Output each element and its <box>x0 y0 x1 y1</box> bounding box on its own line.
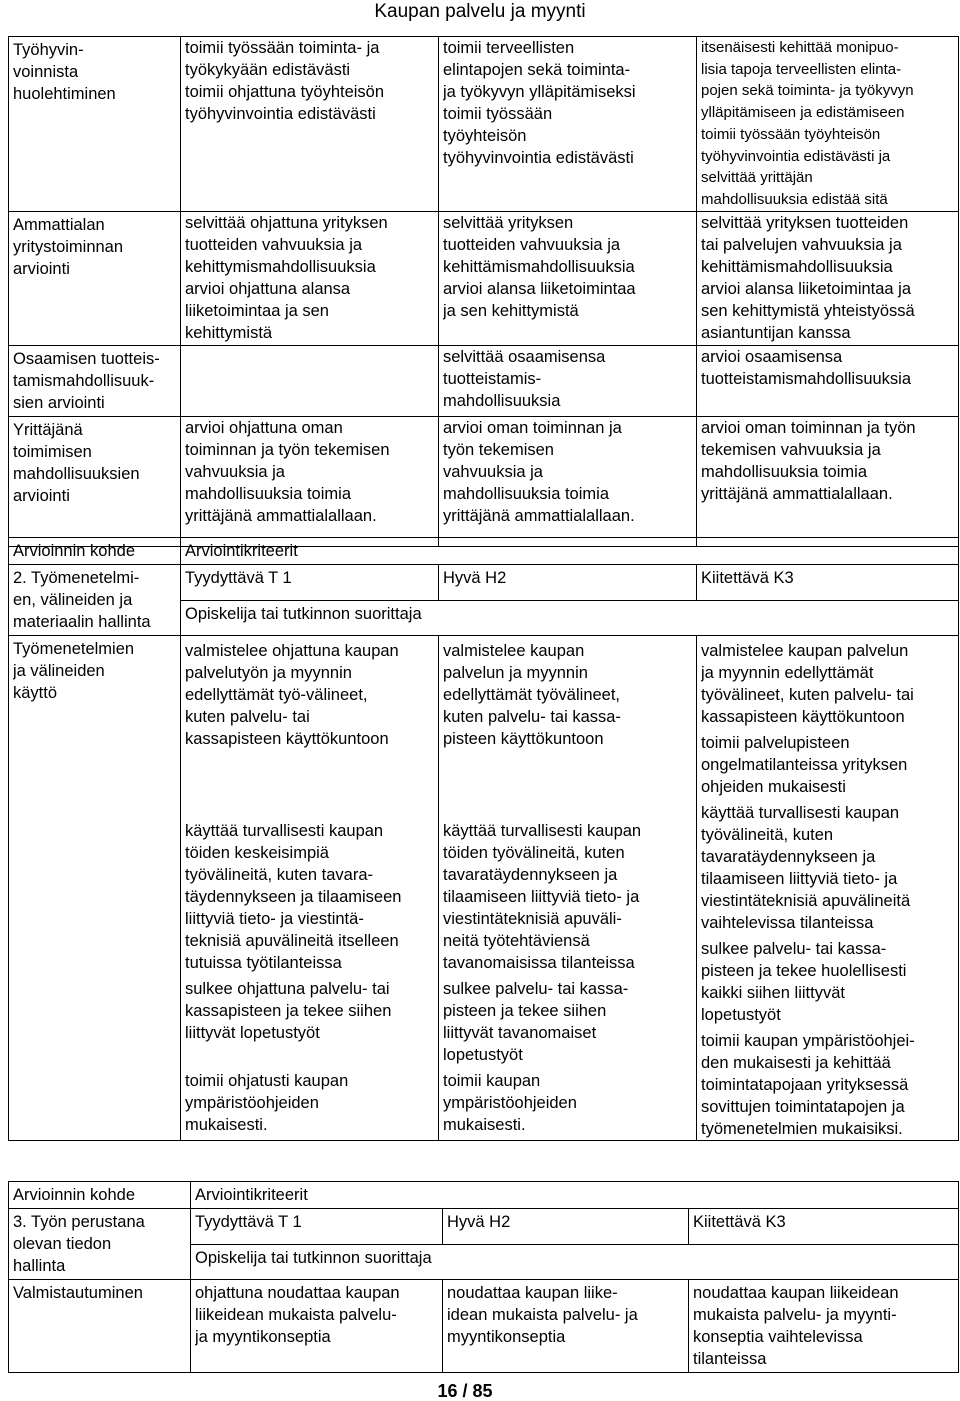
text-line: huolehtiminen <box>13 85 116 103</box>
h2-criteria <box>439 416 697 546</box>
text-line: työvälineitä, kuten tavara- <box>185 866 374 884</box>
criterion <box>181 1066 438 1136</box>
text-line: työn tekemisen <box>443 440 554 459</box>
text-line: arvioi alansa liiketoimintaa <box>443 279 636 298</box>
text-line: tuotteistamis- <box>443 369 542 388</box>
text-line: yrittäjänä ammattialallaan. <box>443 506 635 525</box>
k3-criteria <box>697 211 959 345</box>
text-line: selvittää yrityksen tuotteiden <box>701 213 909 232</box>
text-line: työkykyään edistävästi <box>185 61 351 79</box>
text-line: kuten palvelu- tai <box>185 708 310 726</box>
text-line: toimii kaupan <box>443 1072 541 1090</box>
text-line: ja myynnin edellyttämät <box>701 664 874 682</box>
text-line: Yrittäjänä <box>13 420 83 439</box>
text-line: työhyvinvointia edistävästi <box>185 105 376 123</box>
text-line: kuten palvelu- tai kassa- <box>443 708 621 726</box>
grade-h2: Hyvä H2 <box>439 565 697 601</box>
section-3-title <box>9 1209 191 1280</box>
text-line: noudattaa kaupan liikeidean <box>693 1284 899 1302</box>
text-line: 2. Työmenetelmi- <box>13 569 140 587</box>
text-line: ympäristöohjeiden <box>185 1094 319 1112</box>
text-line: materiaalin hallinta <box>13 613 151 631</box>
text-line: kaikki siihen liittyvät <box>701 984 845 1002</box>
text-line: mahdollisuuksia toimia <box>443 484 609 503</box>
text-line: Työmenetelmien <box>13 640 135 658</box>
text-line: pisteen käyttökuntoon <box>443 730 604 748</box>
text-line: kassapisteen ja tekee siihen <box>185 1002 392 1020</box>
text-line: palvelutyön ja myynnin <box>185 664 352 682</box>
criterion <box>439 346 696 412</box>
arviointikriteerit-label: Arviointikriteerit <box>181 538 959 565</box>
text-line: vaihtelevissa tilanteissa <box>701 914 874 932</box>
text-line: tekemisen vahvuuksia ja <box>701 440 881 459</box>
text-line: työvälineitä, kuten <box>701 826 834 844</box>
arviointikriteerit-label: Arviointikriteerit <box>191 1182 959 1209</box>
text-line: ongelmatilanteissa yrityksen <box>701 756 908 774</box>
h2-criteria <box>439 37 697 212</box>
text-line: ylläpitämiseen ja edistämiseen <box>701 104 905 122</box>
row-label <box>9 345 181 416</box>
text-line: toimii työssään toiminta- ja <box>185 39 380 57</box>
text-line: arvioi ohjattuna oman <box>185 418 343 437</box>
text-line: selvittää yrittäjän <box>701 169 813 187</box>
text-line: toimii ohjatusti kaupan <box>185 1072 349 1090</box>
text-line: täydennykseen ja tilaamiseen <box>185 888 402 906</box>
text-line: edellyttämät työvälineet, <box>443 686 621 704</box>
grade-k3: Kiitettävä K3 <box>689 1209 959 1245</box>
text-line: mahdollisuuksia toimia <box>185 484 351 503</box>
text-line: työhyvinvointia edistävästi ja <box>701 147 891 165</box>
text-line: Valmistautuminen <box>13 1284 143 1302</box>
criterion <box>697 1026 958 1140</box>
text-line: toimii terveellisten <box>443 39 575 57</box>
h2-criteria <box>439 211 697 345</box>
k3-criteria <box>697 416 959 546</box>
text-line: vahvuuksia ja <box>443 462 543 481</box>
text-line: liittyvät tavanomaiset <box>443 1024 597 1042</box>
text-line: en, välineiden ja <box>13 591 133 609</box>
text-line: Osaamisen tuotteis- <box>13 349 160 368</box>
text-line: toimii työssään työyhteisön <box>701 125 881 143</box>
text-line: kehittymistä <box>185 323 273 342</box>
text-line: liiketoimintaa ja sen <box>185 301 329 320</box>
text-line: arvioi alansa liiketoimintaa ja <box>701 279 912 298</box>
grade-t1: Tyydyttävä T 1 <box>181 565 439 601</box>
text-line: yrittäjänä ammattialallaan. <box>185 506 377 525</box>
text-line: tuotteistamismahdollisuuksia <box>701 369 912 388</box>
page-number: 16 / 85 <box>437 1381 493 1401</box>
text-line: arvioi oman toiminnan ja työn <box>701 418 916 437</box>
text-line: käyttö <box>13 684 58 702</box>
text-line: mukaisesti. <box>443 1116 526 1134</box>
text-line: palvelun ja myynnin <box>443 664 588 682</box>
t1-criteria <box>181 345 439 416</box>
criterion <box>439 278 696 322</box>
text-line: ohjattuna noudattaa kaupan <box>195 1284 400 1302</box>
text-line: viestintäteknisiä apuvälineitä <box>701 892 911 910</box>
text-line: valmistelee kaupan palvelun <box>701 642 909 660</box>
text-line: arvioi ohjattuna alansa <box>185 279 351 298</box>
text-line: edellyttämät työ-välineet, <box>185 686 368 704</box>
criterion <box>697 417 958 505</box>
text-line: käyttää turvallisesti kaupan <box>185 822 384 840</box>
grade-k3: Kiitettävä K3 <box>697 565 959 601</box>
criterion <box>697 212 958 278</box>
text-line: selvittää yrityksen <box>443 213 574 232</box>
text-line: ja välineiden <box>13 662 105 680</box>
text-line: kehittämismahdollisuuksia <box>701 257 893 276</box>
grade-h2: Hyvä H2 <box>443 1209 689 1245</box>
row-label-tyomenetelmat <box>9 636 181 1141</box>
text-line: pisteen ja tekee huolellisesti <box>701 962 907 980</box>
text-line: tuotteiden vahvuuksia ja <box>443 235 621 254</box>
text-line: yrittäjänä ammattialallaan. <box>701 484 893 503</box>
text-line: tai palvelujen vahvuuksia ja <box>701 235 902 254</box>
criterion <box>697 37 958 124</box>
text-line: tavaratäydennykseen ja <box>701 848 876 866</box>
k3-criteria <box>697 636 959 1141</box>
criterion <box>181 81 438 125</box>
text-line: vahvuuksia ja <box>185 462 285 481</box>
text-line: Ammattialan <box>13 215 105 234</box>
text-line: tavanomaisissa tilanteissa <box>443 954 635 972</box>
text-line: toimimisen <box>13 442 92 461</box>
text-line: mahdollisuuksien <box>13 464 140 483</box>
text-line: den mukaisesti ja kehittää <box>701 1054 891 1072</box>
text-line: hallinta <box>13 1257 66 1275</box>
text-line: ja työkyvyn ylläpitämiseksi <box>443 83 636 101</box>
criteria-row <box>9 37 959 212</box>
h2-criteria <box>439 636 697 1141</box>
criterion <box>439 974 696 1066</box>
text-line: sulkee ohjattuna palvelu- tai <box>185 980 390 998</box>
k3-criteria <box>697 345 959 416</box>
text-line: kehittämismahdollisuuksia <box>443 257 635 276</box>
criterion <box>439 417 696 527</box>
criteria-row <box>9 416 959 546</box>
h2-criteria <box>439 345 697 416</box>
text-line: tamismahdollisuuk- <box>13 371 155 390</box>
arvioinnin-kohde-label: Arvioinnin kohde <box>9 538 181 565</box>
text-line: 3. Työn perustana <box>13 1213 145 1231</box>
criterion <box>181 278 438 344</box>
text-line: liittyvät lopetustyöt <box>185 1024 320 1042</box>
text-line: käyttää turvallisesti kaupan <box>443 822 642 840</box>
text-line: sien arviointi <box>13 393 105 412</box>
text-line: toimii palvelupisteen <box>701 734 850 752</box>
text-line: liikeidean mukaista palvelu- <box>195 1306 397 1324</box>
text-line: arviointi <box>13 486 70 505</box>
criterion <box>181 37 438 81</box>
t1-criteria <box>181 636 439 1141</box>
criterion <box>439 1066 696 1136</box>
text-line: lopetustyöt <box>701 1006 781 1024</box>
text-line: ja myyntikonseptia <box>195 1328 331 1346</box>
text-line: kassapisteen käyttökuntoon <box>185 730 389 748</box>
text-line: käyttää turvallisesti kaupan <box>701 804 900 822</box>
t1-criteria <box>191 1280 443 1373</box>
text-line: yritystoiminnan <box>13 237 124 256</box>
text-line: teknisiä apuvälineitä itselleen <box>185 932 399 950</box>
text-line: konseptia vaihtelevissa <box>693 1328 863 1346</box>
text-line: viestintäteknisiä apuväli- <box>443 910 622 928</box>
criterion <box>439 212 696 278</box>
criterion <box>439 37 696 103</box>
criteria-table-section-3 <box>8 1181 959 1373</box>
text-line: arvioi osaamisensa <box>701 347 843 366</box>
criteria-row <box>9 345 959 416</box>
text-line: toiminnan ja työn tekemisen <box>185 440 390 459</box>
criterion <box>697 278 958 344</box>
criterion <box>697 124 958 211</box>
text-line: toimii kaupan ympäristöohjei- <box>701 1032 915 1050</box>
text-line: valmistelee ohjattuna kaupan <box>185 642 399 660</box>
text-line: tilanteissa <box>693 1350 767 1368</box>
h2-criteria <box>443 1280 689 1373</box>
text-line: elintapojen sekä toiminta- <box>443 61 631 79</box>
text-line: voinnista <box>13 63 79 81</box>
grade-t1: Tyydyttävä T 1 <box>191 1209 443 1245</box>
text-line: sulkee palvelu- tai kassa- <box>701 940 887 958</box>
t1-criteria <box>181 211 439 345</box>
text-line: arvioi oman toiminnan ja <box>443 418 622 437</box>
text-line: töiden keskeisimpiä <box>185 844 329 862</box>
t1-criteria <box>181 37 439 212</box>
row-label <box>9 416 181 546</box>
text-line: Työhyvin- <box>13 41 84 59</box>
criterion <box>181 212 438 278</box>
criterion <box>439 636 696 750</box>
text-line: sulkee palvelu- tai kassa- <box>443 980 629 998</box>
text-line: liittyviä tieto- ja viestintä- <box>185 910 364 928</box>
criterion <box>181 417 438 527</box>
criterion <box>181 816 438 974</box>
text-line: asiantuntijan kanssa <box>701 323 851 342</box>
criterion <box>439 816 696 974</box>
text-line: sen kehittymistä yhteistyössä <box>701 301 915 320</box>
criterion <box>181 974 438 1044</box>
text-line: valmistelee kaupan <box>443 642 585 660</box>
text-line: olevan tiedon <box>13 1235 112 1253</box>
text-line: kehittymismahdollisuuksia <box>185 257 376 276</box>
text-line: myyntikonseptia <box>447 1328 566 1346</box>
text-line: kassapisteen käyttökuntoon <box>701 708 905 726</box>
row-label <box>9 37 181 212</box>
text-line: selvittää osaamisensa <box>443 347 606 366</box>
text-line: ympäristöohjeiden <box>443 1094 577 1112</box>
criterion <box>439 103 696 169</box>
criterion <box>697 636 958 728</box>
subject-line: Opiskelija tai tutkinnon suorittaja <box>181 600 959 636</box>
subject-line: Opiskelija tai tutkinnon suorittaja <box>191 1244 959 1280</box>
text-line: pisteen ja tekee siihen <box>443 1002 607 1020</box>
arvioinnin-kohde-label: Arvioinnin kohde <box>9 1182 191 1209</box>
criteria-table-continued <box>8 36 959 547</box>
text-line: toimintatapojaan yrityksessä <box>701 1076 909 1094</box>
text-line: arviointi <box>13 259 70 278</box>
criteria-table-section-2 <box>8 537 959 1141</box>
text-line: työhyvinvointia edistävästi <box>443 149 634 167</box>
text-line: mahdollisuuksia toimia <box>701 462 867 481</box>
text-line: tavaratäydennykseen ja <box>443 866 618 884</box>
criterion <box>697 728 958 798</box>
row-label-valmistautuminen <box>9 1280 191 1373</box>
text-line: ohjeiden mukaisesti <box>701 778 846 796</box>
text-line: ja sen kehittymistä <box>443 301 579 320</box>
text-line: töiden työvälineitä, kuten <box>443 844 625 862</box>
criteria-row <box>9 211 959 345</box>
text-line: lopetustyöt <box>443 1046 523 1064</box>
text-line: selvittää ohjattuna yrityksen <box>185 213 388 232</box>
text-line: mahdollisuuksia edistää sitä <box>701 190 888 208</box>
text-line: itsenäisesti kehittää monipuo- <box>701 39 899 56</box>
text-line: mukaista palvelu- ja myynti- <box>693 1306 897 1324</box>
text-line: lisia tapoja terveellisten elinta- <box>701 60 902 78</box>
criterion <box>181 636 438 750</box>
text-line: idean mukaista palvelu- ja <box>447 1306 638 1324</box>
text-line: toimii ohjattuna työyhteisön <box>185 83 385 101</box>
text-line: neitä työtehtäviensä <box>443 932 590 950</box>
text-line: noudattaa kaupan liike- <box>447 1284 618 1302</box>
section-2-title <box>9 565 181 636</box>
criterion <box>697 798 958 934</box>
row-label <box>9 211 181 345</box>
text-line: toimii työssään <box>443 105 553 123</box>
text-line: tuotteiden vahvuuksia ja <box>185 235 363 254</box>
text-line: työvälineet, kuten palvelu- tai <box>701 686 914 704</box>
text-line: tilaamiseen liittyviä tieto- ja <box>443 888 640 906</box>
k3-criteria <box>689 1280 959 1373</box>
page-header: Kaupan palvelu ja myynti <box>374 1 586 22</box>
text-line: tilaamiseen liittyviä tieto- ja <box>701 870 898 888</box>
k3-criteria <box>697 37 959 212</box>
text-line: työyhteisön <box>443 127 527 145</box>
text-line: sovittujen toimintatapojen ja <box>701 1098 905 1116</box>
criterion <box>697 346 958 390</box>
text-line: mahdollisuuksia <box>443 391 561 410</box>
text-line: mukaisesti. <box>185 1116 268 1134</box>
criterion <box>697 934 958 1026</box>
t1-criteria <box>181 416 439 546</box>
text-line: työmenetelmien mukaisiksi. <box>701 1120 903 1138</box>
text-line: tutuissa työtilanteissa <box>185 954 342 972</box>
text-line: pojen sekä toiminta- ja työkyvyn <box>701 82 914 100</box>
